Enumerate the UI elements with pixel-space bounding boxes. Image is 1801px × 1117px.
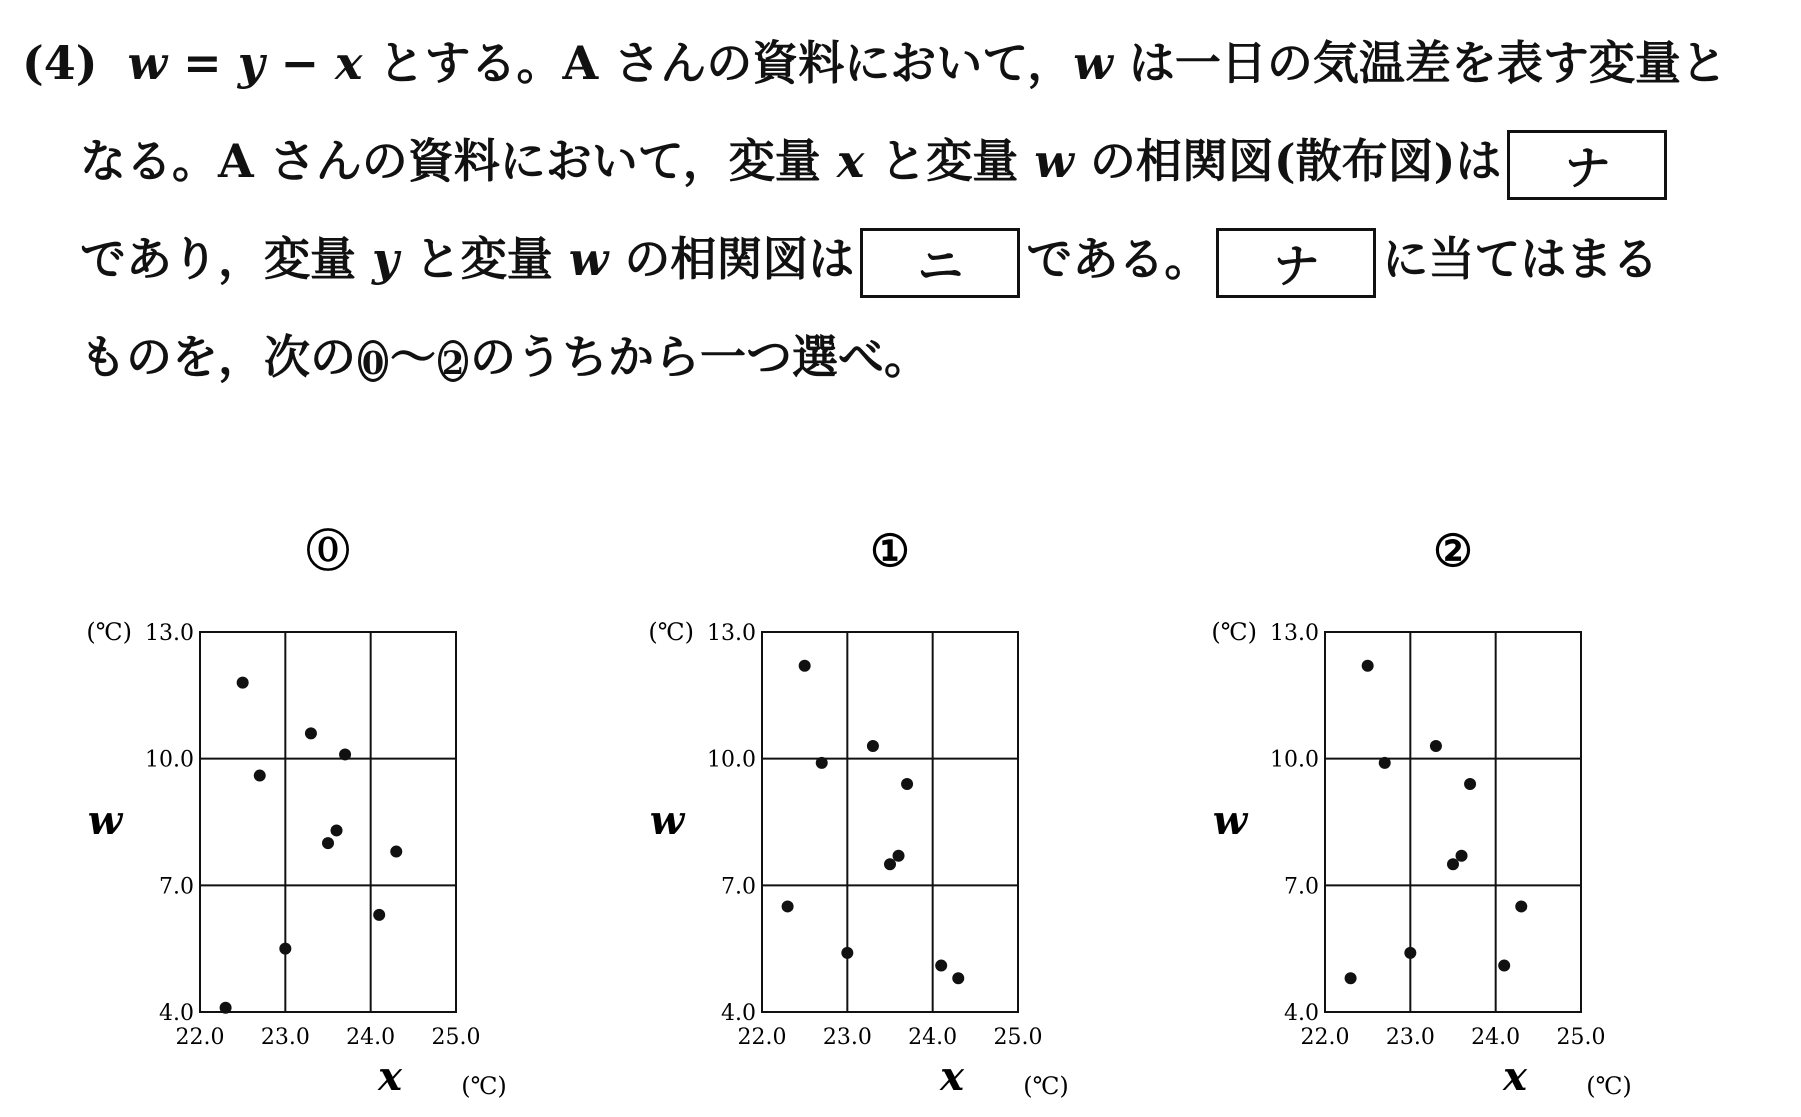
y-unit-label: (℃) [86, 618, 132, 646]
y-tick-label: 10.0 [145, 747, 194, 773]
chart-frame [200, 632, 456, 1012]
data-point [782, 900, 794, 912]
chart-title: ② [1433, 526, 1473, 577]
text-segment: = [167, 36, 238, 90]
data-point [816, 757, 828, 769]
text-segment: なる。A さんの資料において，変量 [80, 134, 837, 188]
problem-line-3 [22, 210, 1782, 308]
text-segment: の相関図は [608, 232, 855, 286]
text-segment: である。 [1026, 232, 1211, 286]
data-point [884, 858, 896, 870]
y-tick-label: 13.0 [707, 621, 756, 646]
problem-line-2 [22, 112, 1782, 210]
math-variable: y [372, 232, 399, 286]
math-variable: y [237, 36, 265, 90]
x-tick-label: 22.0 [175, 1025, 225, 1050]
data-point [1362, 660, 1374, 672]
x-tick-label: 23.0 [1385, 1025, 1435, 1050]
x-tick-label: 23.0 [260, 1025, 310, 1050]
data-point [841, 947, 853, 959]
x-tick-label: 23.0 [822, 1025, 872, 1050]
choice-number: 2 [438, 340, 468, 382]
y-tick-label: 10.0 [1270, 747, 1319, 773]
choice-number: 0 [358, 340, 388, 382]
data-point [867, 740, 879, 752]
y-tick-label: 7.0 [721, 874, 756, 900]
problem-number: (4) [22, 36, 98, 90]
data-point [339, 748, 351, 760]
data-point [305, 727, 317, 739]
y-tick-label: 13.0 [1270, 621, 1319, 646]
y-axis-label: w [649, 797, 685, 844]
chart-title: ① [870, 526, 910, 577]
chart-frame [1325, 632, 1581, 1012]
x-tick-label: 22.0 [737, 1025, 787, 1050]
data-point [1379, 757, 1391, 769]
x-unit-label: (℃) [1586, 1072, 1632, 1100]
text-segment: ものを，次の [80, 330, 356, 384]
data-point [237, 677, 249, 689]
data-point [1430, 740, 1442, 752]
text-segment: の相関図(散布図)は [1073, 134, 1502, 188]
y-tick-label: 7.0 [159, 874, 194, 900]
problem-line-1 [22, 14, 1782, 112]
math-variable: w [1073, 36, 1113, 90]
x-tick-label: 24.0 [1471, 1025, 1521, 1050]
text-segment: は一日の気温差を表す変量と [1112, 36, 1727, 90]
data-point [373, 909, 385, 921]
data-point [1447, 858, 1459, 870]
x-tick-label: 25.0 [993, 1025, 1043, 1050]
x-unit-label: (℃) [461, 1072, 507, 1100]
x-tick-label: 25.0 [1556, 1025, 1606, 1050]
problem-line-1-text [128, 36, 1727, 90]
y-tick-label: 7.0 [1284, 874, 1319, 900]
data-point [901, 778, 913, 790]
x-unit-label: (℃) [1023, 1072, 1069, 1100]
text-segment: であり，変量 [80, 232, 373, 286]
x-tick-label: 22.0 [1300, 1025, 1350, 1050]
text-segment: 〜 [390, 330, 436, 384]
x-tick-label: 24.0 [908, 1025, 958, 1050]
data-point [1404, 947, 1416, 959]
x-axis-label: x [940, 1053, 964, 1100]
data-point [1515, 900, 1527, 912]
answer-box: ニ [860, 228, 1020, 298]
problem-line-4 [22, 308, 1782, 406]
y-tick-label: 10.0 [707, 747, 756, 773]
y-unit-label: (℃) [1211, 618, 1257, 646]
text-segment: とする。A さんの資料において， [362, 36, 1074, 90]
text-segment: のうちから一つ選べ。 [470, 330, 930, 384]
data-point [799, 660, 811, 672]
text-segment: と変量 [398, 232, 569, 286]
math-variable: w [1034, 134, 1074, 188]
data-point [893, 850, 905, 862]
answer-box: ナ [1216, 228, 1376, 298]
data-point [935, 960, 947, 972]
x-axis-label: x [378, 1053, 402, 1100]
data-point [390, 846, 402, 858]
y-axis-label: w [87, 797, 123, 844]
math-variable: w [568, 232, 609, 286]
y-axis-label: w [1212, 797, 1248, 844]
problem-text [22, 14, 1782, 406]
text-segment: と変量 [864, 134, 1035, 188]
chart-title: ⓪ [306, 526, 350, 577]
y-unit-label: (℃) [648, 618, 694, 646]
data-point [1498, 960, 1510, 972]
math-variable: w [127, 36, 168, 90]
data-point [322, 837, 334, 849]
y-tick-label: 13.0 [145, 621, 194, 646]
data-point [1345, 972, 1357, 984]
x-tick-label: 24.0 [346, 1025, 396, 1050]
data-point [952, 972, 964, 984]
text-segment: − [264, 36, 336, 90]
math-variable: x [335, 36, 363, 90]
data-point [254, 770, 266, 782]
chart-frame [762, 632, 1018, 1012]
y-tick-label: 4.0 [721, 1001, 756, 1026]
data-point [279, 943, 291, 955]
answer-box: ナ [1507, 130, 1667, 200]
text-segment: に当てはまる [1382, 232, 1659, 286]
data-point [1456, 850, 1468, 862]
data-point [331, 824, 343, 836]
x-tick-label: 25.0 [431, 1025, 481, 1050]
data-point [1464, 778, 1476, 790]
y-tick-label: 4.0 [159, 1001, 194, 1026]
math-variable: x [836, 134, 865, 188]
x-axis-label: x [1503, 1053, 1527, 1100]
data-point [220, 1002, 232, 1014]
y-tick-label: 4.0 [1284, 1001, 1319, 1026]
